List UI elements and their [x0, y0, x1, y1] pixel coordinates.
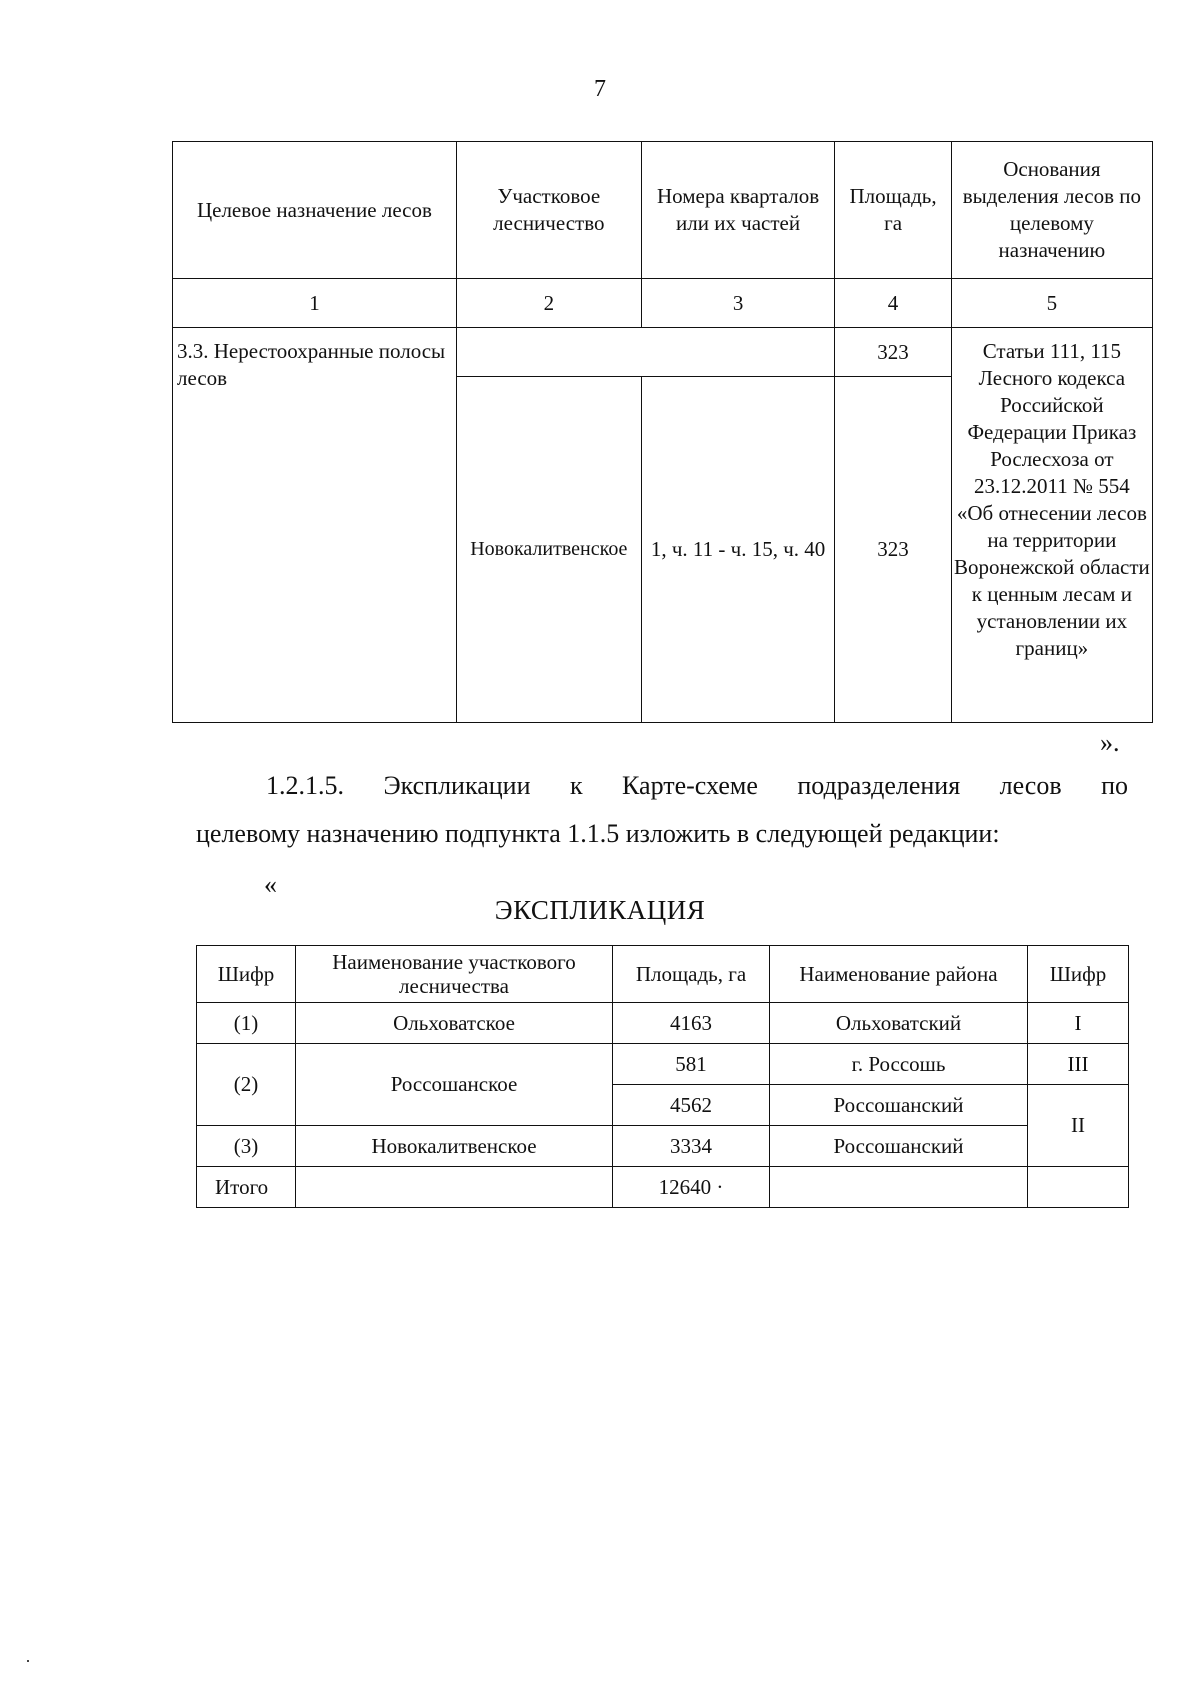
column-number: 4	[835, 279, 951, 328]
area-cell: 4562	[613, 1085, 770, 1126]
basis-cell: Статьи 111, 115 Лесного кодекса Российской Федерации Приказ Рослесхоза от 23.12.2011 № 554 «Об отнесении лесов на территории Воронежской области к ценным лесам и установлении их границ»	[951, 328, 1152, 723]
purpose-cell: 3.3. Нерестоохранные полосы лесов	[173, 328, 457, 723]
header-district-name: Наименование района	[770, 946, 1028, 1003]
district-cell: Россошанский	[770, 1085, 1028, 1126]
code-cell: (2)	[197, 1044, 296, 1126]
explication-heading: ЭКСПЛИКАЦИЯ	[494, 895, 706, 925]
header-forestry-name: Наименование участкового лесничества	[296, 946, 613, 1003]
column-number: 5	[951, 279, 1152, 328]
explication-table	[196, 945, 1129, 1208]
code-cell: (3)	[197, 1126, 296, 1167]
forest-purpose-table	[172, 141, 1153, 723]
code-cell: (1)	[197, 1003, 296, 1044]
header-forestry: Участковое лесничество	[456, 142, 641, 279]
district-code-cell: I	[1028, 1003, 1129, 1044]
column-number: 2	[456, 279, 641, 328]
total-label-cell: Итого	[197, 1167, 296, 1208]
total-area-cell: 12640 ·	[613, 1167, 770, 1208]
quarters-cell: 1, ч. 11 - ч. 15, ч. 40	[641, 377, 835, 723]
header-basis: Основания выделения лесов по целевому назначению	[951, 142, 1152, 279]
opening-quote: «	[264, 870, 277, 899]
empty-cell	[1028, 1167, 1129, 1208]
empty-cell	[296, 1167, 613, 1208]
forestry-cell: Ольховатское	[296, 1003, 613, 1044]
header-district-code: Шифр	[1028, 946, 1129, 1003]
paragraph-line-2: целевому назначению подпункта 1.1.5 изложить в следующей редакции:	[196, 819, 1000, 848]
empty-cell	[770, 1167, 1028, 1208]
column-number: 1	[173, 279, 457, 328]
scan-speck	[27, 1660, 29, 1662]
forestry-cell: Новокалитвенское	[456, 377, 641, 723]
page-number: 7	[594, 76, 606, 102]
closing-quote: ».	[1100, 728, 1120, 757]
area-cell: 323	[835, 377, 951, 723]
header-area: Площадь, га	[835, 142, 951, 279]
area-cell: 581	[613, 1044, 770, 1085]
column-number: 3	[641, 279, 835, 328]
header-purpose: Целевое назначение лесов	[173, 142, 457, 279]
total-area-cell: 323	[835, 328, 951, 377]
forestry-cell: Россошанское	[296, 1044, 613, 1126]
district-code-cell: III	[1028, 1044, 1129, 1085]
empty-cell	[456, 328, 834, 377]
header-area: Площадь, га	[613, 946, 770, 1003]
header-quarters: Номера кварталов или их частей	[641, 142, 835, 279]
forestry-cell: Новокалитвенское	[296, 1126, 613, 1167]
area-cell: 3334	[613, 1126, 770, 1167]
district-cell: г. Россошь	[770, 1044, 1028, 1085]
district-cell: Ольховатский	[770, 1003, 1028, 1044]
paragraph-line-1: 1.2.1.5. Экспликации к Карте-схеме подразделения лесов по	[266, 771, 1128, 800]
district-cell: Россошанский	[770, 1126, 1028, 1167]
district-code-cell: II	[1028, 1085, 1129, 1167]
header-code: Шифр	[197, 946, 296, 1003]
area-cell: 4163	[613, 1003, 770, 1044]
